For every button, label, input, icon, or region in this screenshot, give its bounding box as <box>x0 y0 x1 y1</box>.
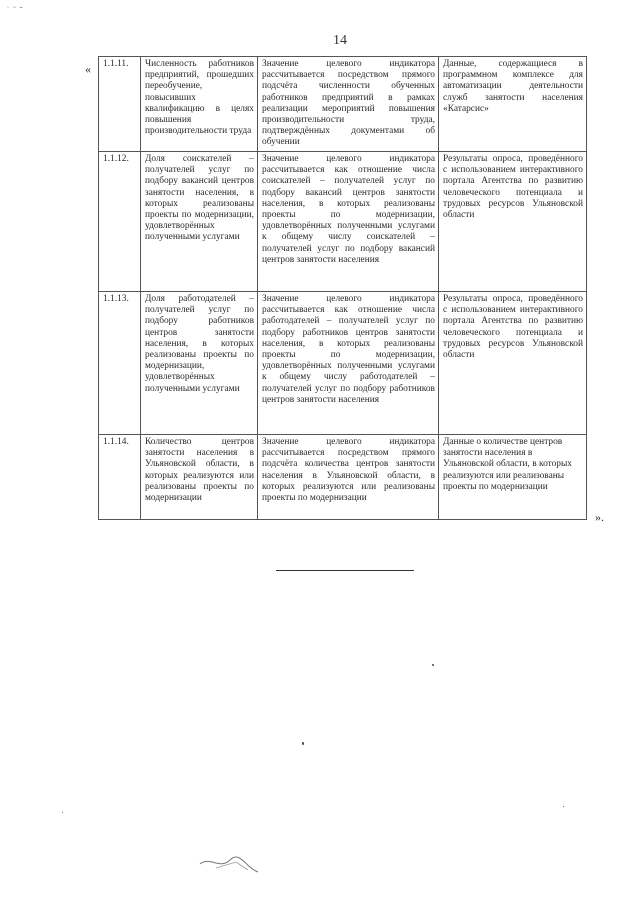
indicator-name: Доля работодателей – получателей услуг по подбору работников центров занятости населения, в которых реализованы проекты по модернизации, удовлетворённых полученными услугами <box>141 292 258 435</box>
data-source: Результаты опроса, проведённого с использованием интерактивного портала Агентства по развитию человеческого потенциала и трудовых ресурсов Ульяновской области <box>439 292 587 435</box>
scan-speck <box>302 742 304 745</box>
calculation-method: Значение целевого индикатора рассчитывается посредством прямого подсчёта численности обученных работников предприятий в рамках реализации мероприятий повышения производительности труда, подтверждённых документами об обучении <box>258 57 439 152</box>
closing-quote: ». <box>595 510 604 524</box>
data-source: Результаты опроса, проведённого с использованием интерактивного портала Агентства по развитию человеческого потенциала и трудовых ресурсов Ульяновской области <box>439 152 587 292</box>
row-number: 1.1.14. <box>99 435 141 520</box>
indicators-table <box>98 56 587 520</box>
calculation-method: Значение целевого индикатора рассчитывается как отношение числа работодателей – получателей услуг по подбору работников центров занятости населения, в которых реализованы проекты по модернизации, удовлетворённых полученными услугами к общему числу работодателей – получателей услуг по подбору работников центров занятости населения <box>258 292 439 435</box>
calculation-method: Значение целевого индикатора рассчитывается как отношение числа соискателей – получателей услуг по подбору вакансий центров занятости населения, в которых реализованы проекты по модернизации, удовлетворённых полученными услугами к общему числу соискателей – получателей услуг по подбору вакансий центров занятости населения <box>258 152 439 292</box>
scan-speck <box>62 812 63 813</box>
scan-artifact: ˙ ¨ ˜ <box>6 6 24 15</box>
pen-scribble <box>196 850 266 880</box>
data-source: Данные, содержащиеся в программном комплексе для автоматизации деятельности служб занятости населения «Катарсис» <box>439 57 587 152</box>
row-number: 1.1.11. <box>99 57 141 152</box>
closing-rule <box>276 570 414 571</box>
indicator-name: Количество центров занятости населения в Ульяновской области, в которых реализуются или реализованы проекты по модернизации <box>141 435 258 520</box>
indicator-name: Численность работников предприятий, прошедших переобучение, повысивших квалификацию в целях повышения производительности труда <box>141 57 258 152</box>
opening-quote: « <box>85 62 91 76</box>
table-row <box>99 152 587 292</box>
table-row <box>99 435 587 520</box>
row-number: 1.1.13. <box>99 292 141 435</box>
table-row <box>99 292 587 435</box>
page-number: 14 <box>333 33 347 48</box>
scan-speck <box>563 806 564 807</box>
data-source: Данные о количестве центров занятости населения в Ульяновской области, в которых реализуются или реализованы проекты по модернизации <box>439 435 587 520</box>
table-row <box>99 57 587 152</box>
scan-speck <box>432 664 434 666</box>
indicator-name: Доля соискателей – получателей услуг по подбору вакансий центров занятости населения, в которых реализованы проекты по модернизации, удовлетворённых полученными услугами <box>141 152 258 292</box>
calculation-method: Значение целевого индикатора рассчитывается посредством прямого подсчёта количества центров занятости населения в Ульяновской области, в которых реализуются или реализованы проекты по модернизации <box>258 435 439 520</box>
row-number: 1.1.12. <box>99 152 141 292</box>
